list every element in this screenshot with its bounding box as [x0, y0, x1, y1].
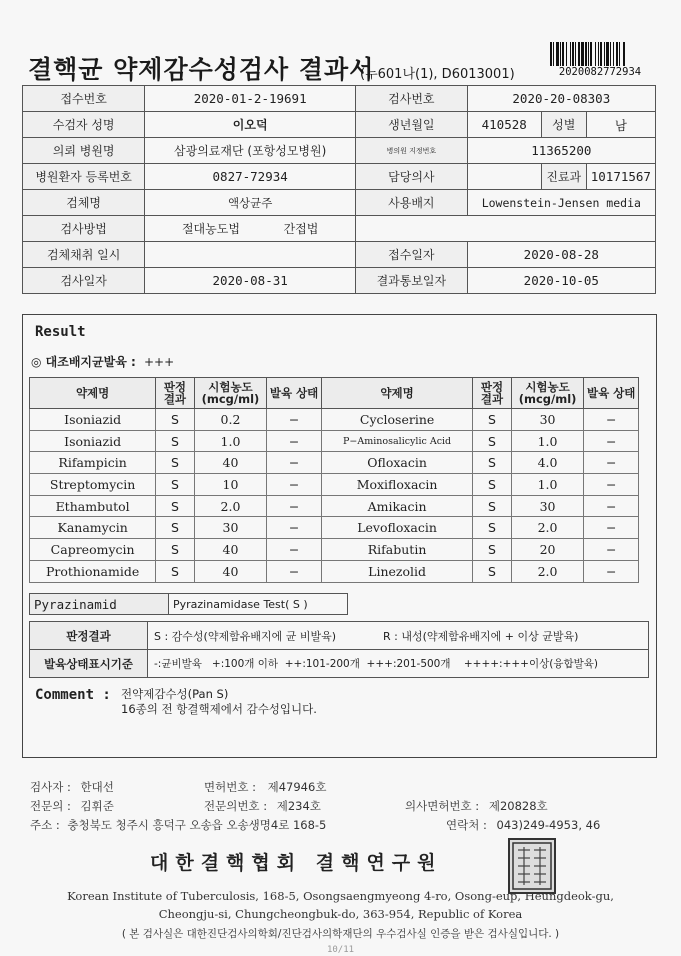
official-seal: [508, 838, 556, 894]
culture-value: +++: [143, 355, 175, 369]
barcode-bar: [610, 42, 611, 66]
dept-value: 10171567: [586, 164, 655, 190]
patient-name-label: 수검자 성명: [23, 112, 145, 138]
contact-line: [446, 817, 600, 833]
drug-name: P−Aminosalicylic Acid: [321, 430, 472, 452]
drug-growth: −: [584, 517, 639, 539]
spec-no-line: [204, 798, 321, 814]
barcode-bar: [616, 42, 618, 66]
barcode-bar: [600, 42, 602, 66]
table-row: [30, 452, 639, 474]
drug-judge: S: [156, 539, 194, 561]
collect-label: 검체채취 일시: [23, 242, 145, 268]
address-value: 충청북도 청주시 흥덕구 오송읍 오송생명4로 168-5: [67, 818, 327, 832]
drug-conc: 0.2: [194, 409, 267, 431]
col-growth: 발육 상태: [584, 378, 639, 409]
license-value: 제47946호: [267, 780, 327, 794]
drug-growth: −: [584, 539, 639, 561]
report-title: 결핵균 약제감수성검사 결과서: [28, 55, 375, 84]
doctor-license-line: [405, 798, 548, 814]
pyrazinamide-table: [29, 593, 348, 615]
english-address-2: Cheongju-si, Chungcheongbuk-do, 363-954, Republic of Korea: [158, 907, 523, 921]
drug-growth: −: [267, 430, 322, 452]
drug-conc: 1.0: [194, 430, 267, 452]
patient-info-table: [22, 85, 656, 294]
table-row: [30, 517, 639, 539]
drug-judge: S: [156, 517, 194, 539]
reg-no-label: 병원환자 등록번호: [23, 164, 145, 190]
report-date-label: 결과통보일자: [356, 268, 468, 294]
barcode-bar: [604, 42, 605, 66]
drug-conc: 40: [194, 539, 267, 561]
sex-value: 남: [586, 112, 655, 138]
examiner-line: [30, 779, 114, 795]
drug-conc: 2.0: [511, 517, 584, 539]
specialist-line: [30, 798, 114, 814]
reception-no-value: 2020-01-2-19691: [145, 86, 356, 112]
drug-name: Ofloxacin: [321, 452, 472, 474]
judge-legend-value: [148, 622, 649, 650]
col-judge: 판정 결과: [473, 378, 511, 409]
drug-judge: S: [156, 430, 194, 452]
table-row: [30, 430, 639, 452]
contact-label: 연락처 :: [446, 818, 487, 832]
barcode-bar: [606, 42, 609, 66]
col-judge: 판정 결과: [156, 378, 194, 409]
drug-name: Cycloserine: [321, 409, 472, 431]
birth-value: 410528: [467, 112, 541, 138]
specimen-label: 검체명: [23, 190, 145, 216]
info-row: [23, 216, 656, 242]
drug-name: Isoniazid: [30, 430, 156, 452]
license-label: 면허번호 :: [204, 780, 256, 794]
drug-growth: −: [267, 452, 322, 474]
institute-name: 대한결핵협회 결핵연구원: [150, 852, 443, 874]
growth-legend-label: 발육상태표시기준: [30, 650, 148, 678]
method-b: 간접법: [283, 222, 319, 236]
barcode-bar: [570, 42, 571, 66]
barcode-bar: [613, 42, 614, 66]
drug-name: Amikacin: [321, 495, 472, 517]
result-section: [22, 314, 657, 758]
drug-growth: −: [267, 474, 322, 496]
drug-growth: −: [267, 539, 322, 561]
drug-judge: S: [156, 474, 194, 496]
drug-name: Isoniazid: [30, 409, 156, 431]
judge-legend-r: R : 내성(약제함유배지에 + 이상 균발육): [383, 629, 579, 643]
drug-growth: −: [584, 560, 639, 582]
growth-legend-value: -:균비발육 +:100개 이하 ++:101-200개 +++:201-500개 ++++:+++이상(융합발육): [148, 650, 649, 678]
drug-judge: S: [156, 409, 194, 431]
designation-label: 병의원 지정번호: [356, 138, 468, 164]
drug-judge: S: [473, 409, 511, 431]
comment-line: 전약제감수성(Pan S): [121, 687, 229, 701]
drug-conc: 30: [511, 495, 584, 517]
comment-text: [121, 687, 317, 717]
doctor-value: [467, 164, 541, 190]
drug-judge: S: [473, 517, 511, 539]
drug-conc: 10: [194, 474, 267, 496]
method-value: [145, 216, 356, 242]
drug-growth: −: [584, 452, 639, 474]
drug-name: Streptomycin: [30, 474, 156, 496]
barcode-bar: [566, 42, 567, 66]
barcode-bar: [595, 42, 596, 66]
table-row: [30, 495, 639, 517]
barcode-bar: [581, 42, 584, 66]
barcode-image: [549, 42, 649, 66]
drug-judge: S: [156, 495, 194, 517]
drug-growth: −: [267, 409, 322, 431]
examiner-name: 한대선: [80, 780, 114, 794]
reception-no-label: 접수번호: [23, 86, 145, 112]
medium-value: Lowenstein-Jensen media: [467, 190, 655, 216]
address-label: 주소 :: [30, 818, 60, 832]
table-row: [30, 560, 639, 582]
certification-note: ( 본 검사실은 대한진단검사의학회/진단검사의학재단의 우수검사실 인증을 받은 검사실입니다. ): [121, 928, 560, 940]
drug-judge: S: [473, 560, 511, 582]
drug-conc: 1.0: [511, 430, 584, 452]
comment-label: Comment :: [35, 687, 111, 703]
drug-name: Prothionamide: [30, 560, 156, 582]
col-conc: 시험농도 (mcg/ml): [194, 378, 267, 409]
dept-label: 진료과: [541, 164, 586, 190]
test-date-value: 2020-08-31: [145, 268, 356, 294]
specimen-value: 액상균주: [145, 190, 356, 216]
drug-name: Levofloxacin: [321, 517, 472, 539]
drug-name: Kanamycin: [30, 517, 156, 539]
judge-legend-s: S : 감수성(약제함유배지에 균 비발육): [154, 629, 337, 643]
drug-conc: 20: [511, 539, 584, 561]
result-label: Result: [35, 324, 86, 340]
patient-name-value: 이오덕: [145, 112, 356, 138]
barcode-bar: [585, 42, 587, 66]
pza-value: Pyrazinamidase Test( S ): [169, 594, 348, 615]
drug-conc: 2.0: [194, 495, 267, 517]
drug-growth: −: [584, 409, 639, 431]
drug-name: Moxifloxacin: [321, 474, 472, 496]
birth-label: 생년월일: [356, 112, 468, 138]
receipt-label: 접수일자: [356, 242, 468, 268]
info-row: [23, 86, 656, 112]
collect-value: [145, 242, 356, 268]
address-line: [30, 817, 326, 833]
pza-label: Pyrazinamid: [30, 594, 169, 615]
license-line: [204, 779, 326, 795]
hospital-value: 삼광의료재단 (포항성모병원): [145, 138, 356, 164]
barcode-number: 2020082772934: [558, 66, 642, 78]
drug-growth: −: [267, 495, 322, 517]
info-row: [23, 164, 656, 190]
drug-table: [29, 377, 639, 583]
barcode-bar: [560, 42, 561, 66]
test-date-label: 검사일자: [23, 268, 145, 294]
col-drug: 약제명: [30, 378, 156, 409]
pza-row: [30, 594, 348, 615]
barcode-bar: [598, 42, 599, 66]
hospital-label: 의뢰 병원명: [23, 138, 145, 164]
growth-legend-row: [30, 650, 649, 678]
specialist-label: 전문의 :: [30, 799, 71, 813]
drug-name: Capreomycin: [30, 539, 156, 561]
barcode-bar: [588, 42, 589, 66]
contact-value: 043)249-4953, 46: [496, 818, 601, 832]
drug-conc: 1.0: [511, 474, 584, 496]
table-row: [30, 539, 639, 561]
drug-growth: −: [584, 495, 639, 517]
drug-judge: S: [156, 452, 194, 474]
drug-judge: S: [473, 474, 511, 496]
report-date-value: 2020-10-05: [467, 268, 655, 294]
receipt-value: 2020-08-28: [467, 242, 655, 268]
barcode-bar: [550, 42, 552, 66]
english-address-1: Korean Institute of Tuberculosis, 168-5, Osongsaengmyeong 4-ro, Osong-eup, Heungdeok-gu,: [67, 889, 614, 903]
method-label: 검사방법: [23, 216, 145, 242]
drug-judge: S: [473, 430, 511, 452]
drug-judge: S: [156, 560, 194, 582]
legend-table: [29, 621, 649, 678]
sex-label: 성별: [541, 112, 586, 138]
col-drug: 약제명: [321, 378, 472, 409]
col-conc: 시험농도 (mcg/ml): [511, 378, 584, 409]
doctor-license-value: 제20828호: [488, 799, 548, 813]
report-code: (누601나(1), D6013001): [360, 67, 515, 82]
barcode-bar: [619, 42, 620, 66]
table-row: [30, 409, 639, 431]
drug-growth: −: [267, 517, 322, 539]
doctor-label: 담당의사: [356, 164, 468, 190]
method-a: 절대농도법: [181, 222, 240, 236]
drug-name: Rifampicin: [30, 452, 156, 474]
designation-value: 11365200: [467, 138, 655, 164]
barcode-bar: [578, 42, 580, 66]
drug-growth: −: [584, 430, 639, 452]
info-row: [23, 112, 656, 138]
barcode-bar: [572, 42, 574, 66]
drug-conc: 40: [194, 452, 267, 474]
drug-conc: 4.0: [511, 452, 584, 474]
spec-no-label: 전문의번호 :: [204, 799, 268, 813]
barcode-bar: [623, 42, 625, 66]
judge-legend-row: [30, 622, 649, 650]
barcode-bar: [562, 42, 564, 66]
reg-no-value: 0827-72934: [145, 164, 356, 190]
table-row: [30, 474, 639, 496]
doctor-license-label: 의사면허번호 :: [405, 799, 480, 813]
method-blank: [356, 216, 656, 242]
test-no-value: 2020-20-08303: [467, 86, 655, 112]
drug-conc: 30: [194, 517, 267, 539]
info-row: [23, 138, 656, 164]
barcode-bar: [575, 42, 576, 66]
culture-label: ◎ 대조배지균발육 :: [31, 355, 136, 369]
drug-name: Linezolid: [321, 560, 472, 582]
barcode-bar: [556, 42, 559, 66]
drug-conc: 2.0: [511, 560, 584, 582]
medium-label: 사용배지: [356, 190, 468, 216]
test-no-label: 검사번호: [356, 86, 468, 112]
col-growth: 발육 상태: [267, 378, 322, 409]
info-row: [23, 242, 656, 268]
drug-name: Rifabutin: [321, 539, 472, 561]
drug-growth: −: [267, 560, 322, 582]
control-culture: [31, 353, 174, 370]
drug-conc: 40: [194, 560, 267, 582]
examiner-label: 검사자 :: [30, 780, 71, 794]
drug-conc: 30: [511, 409, 584, 431]
comment-line: 16종의 전 항결핵제에서 감수성입니다.: [121, 702, 317, 716]
info-row: [23, 190, 656, 216]
drug-judge: S: [473, 539, 511, 561]
specialist-name: 김휘준: [80, 799, 114, 813]
page-number: 10/11: [326, 945, 355, 955]
drug-name: Ethambutol: [30, 495, 156, 517]
drug-judge: S: [473, 452, 511, 474]
drug-judge: S: [473, 495, 511, 517]
spec-no-value: 제234호: [276, 799, 321, 813]
drug-table-header: [30, 378, 639, 409]
barcode-bar: [553, 42, 554, 66]
drug-growth: −: [584, 474, 639, 496]
barcode-bar: [590, 42, 592, 66]
judge-legend-label: 판정결과: [30, 622, 148, 650]
info-row: [23, 268, 656, 294]
